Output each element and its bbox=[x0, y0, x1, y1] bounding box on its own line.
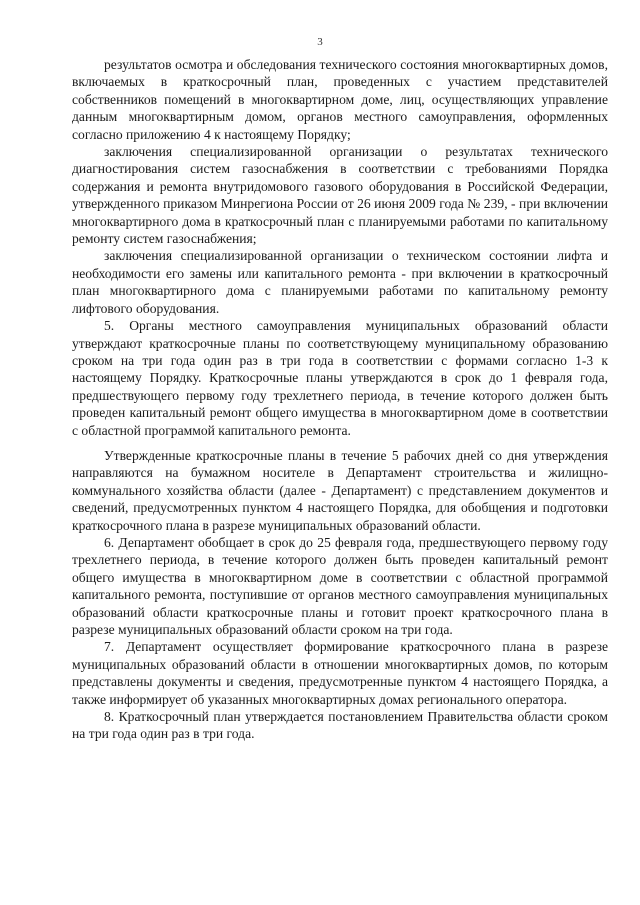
paragraph-item-8: 8. Краткосрочный план утверждается постановлением Правительства области сроком на три года один раз в три года. bbox=[72, 709, 608, 742]
document-body bbox=[72, 56, 608, 743]
paragraph-gas-diagnostics: заключения специализированной организации о результатах технического диагностирования систем газоснабжения в соответствии с требованиями Порядка содержания и ремонта внутридомового газового оборудования в Российской Федерации, утвержденного приказом Минрегиона России от 26 июня 2009 года № 239, - при включении многоквартирного дома в краткосрочный план с планируемыми работами по капитальному ремонту систем газоснабжения; bbox=[72, 144, 608, 247]
paragraph-item-7: 7. Департамент осуществляет формирование краткосрочного плана в разрезе муниципальных образований области в отношении многоквартирных домов, по которым представлены документы и сведения, предусмотренные пунктом 4 настоящего Порядка, а также информирует об указанных многоквартирных домах регионального оператора. bbox=[72, 639, 608, 707]
paragraph-elevator-condition: заключения специализированной организации о техническом состоянии лифта и необходимости его замены или капитального ремонта - при включении в краткосрочный план многоквартирного дома с планируемыми работами по капитальному ремонту лифтового оборудования. bbox=[72, 248, 608, 316]
paragraph-item-5: 5. Органы местного самоуправления муниципальных образований области утверждают краткосрочные планы по соответствующему муниципальному образованию сроком на три года один раз в три года в соответствии с формами согласно 1-3 к настоящему Порядку. Краткосрочные планы утверждаются в срок до 1 февраля года, предшествующего первому году трехлетнего периода, в течение которого должен быть проведен капитальный ремонт общего имущества в многоквартирном доме в соответствии с областной программой капитального ремонта. bbox=[72, 318, 608, 438]
page-number: 3 bbox=[317, 36, 323, 48]
paragraph-inspection-results: результатов осмотра и обследования технического состояния многоквартирных домов, включаемых в краткосрочный план, проведенных с участием представителей собственников помещений в многоквартирном доме, лиц, осуществляющих управление данным многоквартирным домом, органов местного самоуправления, оформленных согласно приложению 4 к настоящему Порядку; bbox=[72, 57, 608, 142]
paragraph-item-6: 6. Департамент обобщает в срок до 25 февраля года, предшествующего первому году трехлетнего периода, в течение которого должен быть проведен капитальный ремонт общего имущества в многоквартирном доме в соответствии с областной программой капитального ремонта, поступившие от органов местного самоуправления муниципальных образований области краткосрочные планы и готовит проект краткосрочного плана в разрезе муниципальных образований области сроком на три года. bbox=[72, 534, 608, 637]
paragraph-approved-plans: Утвержденные краткосрочные планы в течение 5 рабочих дней со дня утверждения направляются на бумажном носителе в Департамент строительства и жилищно-коммунального хозяйства области (далее - Департамент) с представлением документов и сведений, предусмотренных пунктом 4 настоящего Порядка, для обобщения и подготовки краткосрочного плана в разрезе муниципальных образований области. bbox=[72, 447, 608, 533]
